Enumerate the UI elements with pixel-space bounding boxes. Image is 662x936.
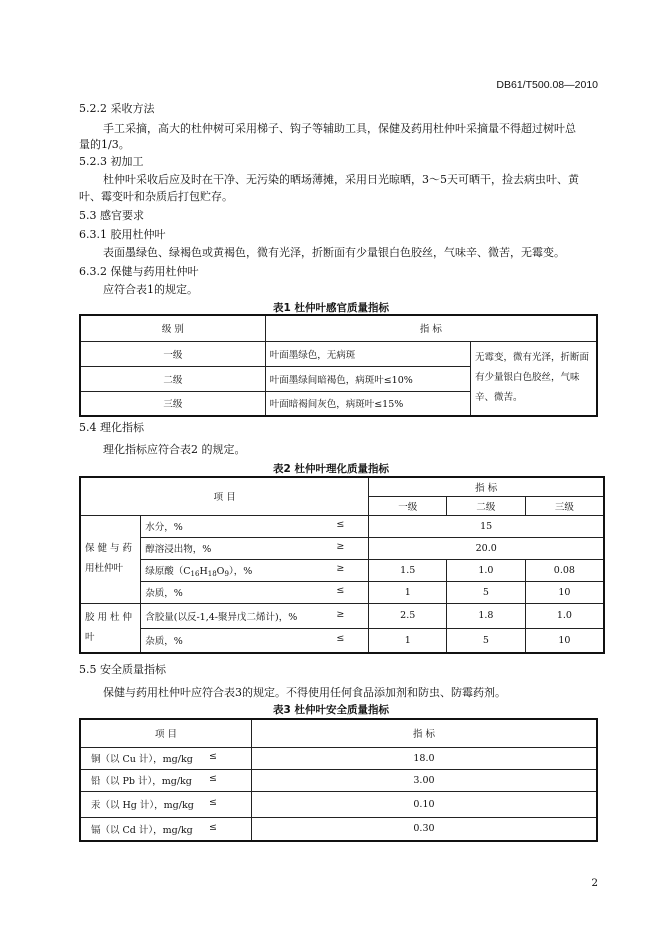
table-2-row-impurity-2 [141, 628, 369, 653]
table-2-impurity-1-g2: 5 [447, 581, 526, 603]
table-3-copper-value: 18.0 [251, 747, 597, 769]
table-2-rubber-g1: 2.5 [369, 603, 447, 628]
table-2-row-alcohol-extract [141, 537, 369, 559]
row-label: 杂质，% [145, 588, 183, 599]
table-2-row-moisture [141, 515, 369, 537]
table-1-grade-1: 一级 [80, 341, 265, 366]
table-1-desc-3: 叶面暗褐间灰色，病斑叶≤15% [265, 391, 470, 416]
section-5-2-3-title: 5.2.3 初加工 [79, 155, 144, 168]
table-3-cadmium-value: 0.30 [251, 817, 597, 841]
row-label: 杂质，% [145, 636, 183, 648]
section-6-3-1-title: 6.3.1 胶用杜仲叶 [79, 228, 166, 241]
row-label: 水分，% [145, 522, 183, 533]
comparator: ≤ [208, 797, 217, 808]
row-label: 铅（以 Pb 计），mg/kg [91, 776, 192, 787]
section-5-2-2-body-line-1: 手工采摘，高大的杜仲树可采用梯子、钩子等辅助工具，保健及药用杜仲叶采摘量不得超过树叶总 [103, 122, 576, 135]
table-3-lead-value: 3.00 [251, 769, 597, 791]
table-2-header-grade-2: 二级 [447, 496, 526, 515]
table-2-header-item: 项 目 [80, 477, 369, 515]
section-5-3-title: 5.3 感官要求 [79, 209, 144, 222]
table-2-impurity-2-g3: 10 [525, 628, 604, 653]
comparator: ≤ [208, 821, 217, 833]
comparator: ≤ [336, 585, 345, 596]
row-label: 醇溶浸出物，% [145, 544, 212, 555]
table-1-header-index: 指 标 [265, 315, 597, 341]
table-2-impurity-1-g3: 10 [525, 581, 604, 603]
table-1-grade-3: 三级 [80, 391, 265, 416]
table-3-row-cadmium [80, 817, 251, 841]
row-label: 铜（以 Cu 计），mg/kg [91, 754, 193, 765]
table-2-moisture-value: 15 [369, 515, 604, 537]
table-2-alcohol-extract-value: 20.0 [369, 537, 604, 559]
table-2-chlorogenic-g3: 0.08 [525, 559, 604, 581]
table-3-row-copper [80, 747, 251, 769]
section-6-3-2-body: 应符合表1的规定。 [103, 283, 198, 296]
section-6-3-2-title: 6.3.2 保健与药用杜仲叶 [79, 265, 199, 278]
table-2-impurity-1-g1: 1 [369, 581, 447, 603]
table-1-grade-2: 二级 [80, 366, 265, 391]
section-5-5-body: 保健与药用杜仲叶应符合表3的规定。不得使用任何食品添加剂和防虫、防霉药剂。 [103, 686, 506, 699]
comparator: ≤ [336, 633, 345, 645]
section-5-2-3-body-line-1: 杜仲叶采收后应及时在干净、无污染的晒场薄摊，采用日光晾晒，3～5天可晒干，捡去病虫叶、黄 [103, 173, 579, 186]
table-2-header-grade-1: 一级 [369, 496, 447, 515]
table-3-row-lead [80, 769, 251, 791]
table-2-chlorogenic-g1: 1.5 [369, 559, 447, 581]
section-5-2-3-body-line-2: 叶、霉变叶和杂质后打包贮存。 [79, 190, 233, 203]
comparator: ≤ [336, 519, 345, 530]
table-2-caption: 表2 杜仲叶理化质量指标 [273, 463, 389, 475]
table-3-caption: 表3 杜仲叶安全质量指标 [273, 704, 389, 716]
table-3 [79, 718, 598, 842]
row-label: 含胶量(以反-1,4-聚异戊二烯计)，% [145, 611, 298, 623]
table-1-caption: 表1 杜仲叶感官质量指标 [273, 302, 389, 314]
section-6-3-1-body: 表面墨绿色、绿褐色或黄褐色，微有光泽，折断面有少量银白色胶丝，气味辛、微苦，无霉变。 [103, 246, 565, 259]
table-2-row-chlorogenic-acid [141, 559, 369, 581]
table-2-chlorogenic-g2: 1.0 [447, 559, 526, 581]
page-number: 2 [591, 877, 598, 889]
section-5-5-title: 5.5 安全质量指标 [79, 663, 166, 676]
comparator: ≥ [336, 562, 345, 574]
table-2-impurity-2-g2: 5 [447, 628, 526, 653]
table-1-desc-1: 叶面墨绿色，无病斑 [265, 341, 470, 366]
table-2-group-health-medicinal: 保 健 与 药 用杜仲叶 [80, 515, 141, 603]
table-3-header-index: 指 标 [251, 719, 597, 747]
table-3-row-mercury [80, 791, 251, 817]
section-5-2-2-body-line-2: 量的1/3。 [79, 138, 130, 151]
table-2-rubber-g2: 1.8 [447, 603, 526, 628]
table-3-header-item: 项 目 [80, 719, 251, 747]
table-2-rubber-g3: 1.0 [525, 603, 604, 628]
table-1-common-requirement: 无霉变，微有光泽，折断面有少量银白色胶丝，气味辛、微苦。 [470, 341, 597, 416]
row-label: 汞（以 Hg 计），mg/kg [91, 800, 194, 811]
comparator: ≥ [336, 608, 345, 620]
table-2-header-index: 指 标 [369, 477, 604, 496]
comparator: ≤ [208, 751, 217, 762]
section-5-4-body: 理化指标应符合表2 的规定。 [103, 443, 246, 456]
table-1 [79, 314, 598, 417]
table-1-desc-2: 叶面墨绿间暗褐色，病斑叶≤10% [265, 366, 470, 391]
comparator: ≥ [336, 541, 345, 552]
table-2-row-impurity-1 [141, 581, 369, 603]
section-5-2-2-title: 5.2.2 采收方法 [79, 102, 155, 115]
row-label: 镉（以 Cd 计），mg/kg [91, 824, 193, 836]
table-2-row-rubber-content [141, 603, 369, 628]
table-2-impurity-2-g1: 1 [369, 628, 447, 653]
document-code: DB61/T500.08—2010 [496, 79, 598, 91]
table-3-mercury-value: 0.10 [251, 791, 597, 817]
comparator: ≤ [208, 773, 217, 784]
table-2-header-grade-3: 三级 [525, 496, 604, 515]
table-2-group-rubber: 胶 用 杜 仲 叶 [80, 603, 141, 653]
table-2 [79, 476, 605, 654]
section-5-4-title: 5.4 理化指标 [79, 421, 144, 434]
table-1-header-grade: 级 别 [80, 315, 265, 341]
row-label: 绿原酸$(C_{16}H_{18}O_9)$，% [145, 565, 253, 578]
